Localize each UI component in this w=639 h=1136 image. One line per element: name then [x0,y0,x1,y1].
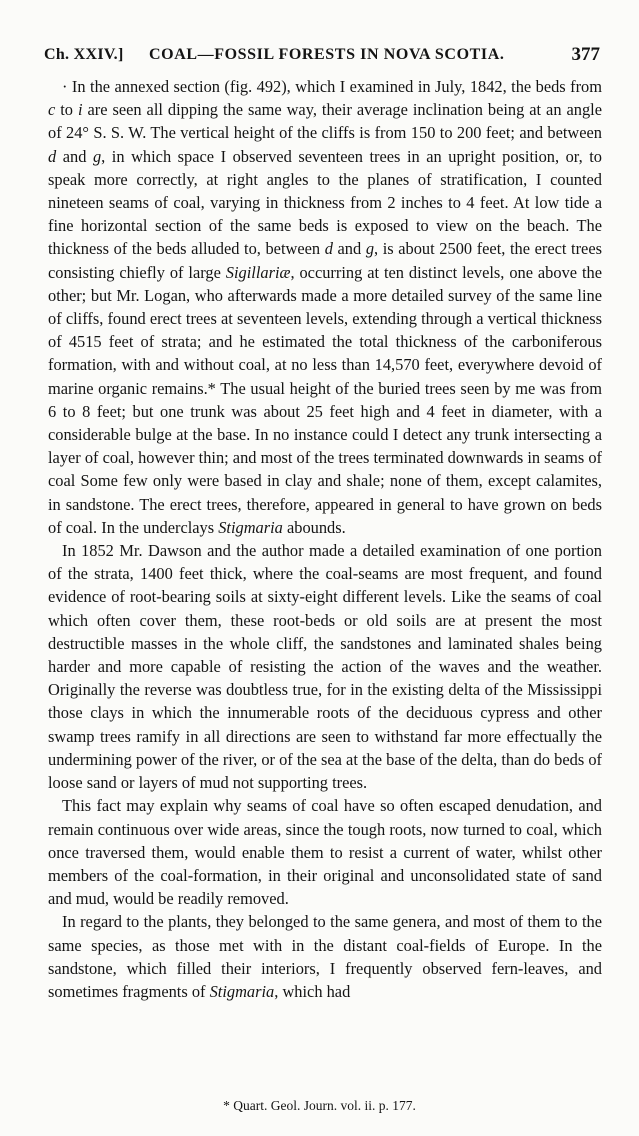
text-run: abounds. [282,517,346,537]
text-run: , which had [274,981,351,1001]
paragraph [48,910,602,1003]
italic-run: Sigillariæ [225,262,291,282]
running-header [44,44,600,68]
text-run: and [332,239,366,259]
italic-run: d [48,146,57,166]
text-run: and [56,146,93,166]
text-run: This fact may explain why seams of coal have so often escaped denudation, and remain continuous over wide areas, since the tough roots, now turned to coal, which once traversed them, would enable them to resist a current of water, whilst other members of the coal-formation, in their original and unconsolidated state of sand and mud, would be readily removed. [48,796,602,909]
paragraph [48,75,602,539]
chapter-label: Ch. XXIV.] [44,46,124,63]
footnote: * Quart. Geol. Journ. vol. ii. p. 177. [223,1098,416,1113]
text-run: In regard to the plants, they belonged to the same genera, and most of them to the same species, as those met with in the distant coal-fields of Europe. In the sandstone, which filled their interiors, I frequently observed fern-leaves, and sometimes fragments of [48,912,602,1001]
text-run: , is about 2500 feet, the erect trees consisting chiefly of large [48,239,602,282]
text-run: to [55,100,78,120]
italic-run: g [365,239,375,259]
text-run: In 1852 Mr. Dawson and the author made a detailed examination of one portion of the strata, 1400 feet thick, where the coal-seams are most frequent, and found evidence of root-bearing soils at sixty-eight different levels. Like the seams of coal which often cover them, these root-beds or old soils are at present the most destructible masses in the whole cliff, the sandstones and laminated shales being harder and more capable of resisting the action of the waves and the weather. Originally the reverse was doubtless true, for in the existing delta of the Mississippi those clays in which the innumerable roots of the deciduous cypress and other swamp trees ramify in all directions are seen to withstand far more effectually the undermining power of the river, or of the sea at the base of the delta, than do beds of loose sand or layers of mud not supporting trees. [48,541,602,793]
text-run: are seen all dipping the same way, their average inclination being at an angle of 24° S. S. W. The vertical height of the cliffs is from 150 to 200 feet; and between [48,100,602,143]
paragraph [48,539,602,794]
paragraph [48,794,602,910]
page-number: 377 [571,44,600,65]
italic-run: Stigmaria [218,517,283,537]
italic-run: Stigmaria [209,981,275,1001]
italic-run: g [92,146,102,166]
italic-run: d [324,239,333,259]
text-run: , occurring at ten distinct levels, one above the other; but Mr. Logan, who afterwards made a more detailed survey of the same line of cliffs, found erect trees at seventeen levels, extending through a vertical thickness of 4515 feet of strata; and he estimated the total thickness of the carboniferous formation, with and without coal, at no less than 14,570 feet, everywhere devoid of marine organic remains.* The usual height of the buried trees seen by me was from 6 to 8 feet; but one trunk was about 25 feet high and 4 feet in diameter, with a considerable bulge at the base. In no instance could I detect any trunk intersecting a layer of coal, however thin; and most of the trees terminated downwards in seams of coal Some few only were based in clay and shale; none of them, except calamites, in sandstone. The erect trees, therefore, appeared in general to have grown on beds of coal. In the underclays [48,262,602,537]
text-run: · In the annexed section (fig. 492), which I examined in July, 1842, the beds from [62,77,602,96]
running-title: COAL—FOSSIL FORESTS IN NOVA SCOTIA. [149,46,505,63]
italic-run: i [77,100,83,120]
italic-run: c [48,100,56,120]
body-text [48,75,602,1003]
text-run: , in which space I observed seventeen trees in an upright position, or, to speak more correctly, at right angles to the planes of stratification, I counted nineteen seams of coal, varying in thickness from 2 inches to 4 feet. At low tide a fine horizontal section of the same beds is exposed to view on the beach. The thickness of the beds alluded to, between [48,146,602,259]
